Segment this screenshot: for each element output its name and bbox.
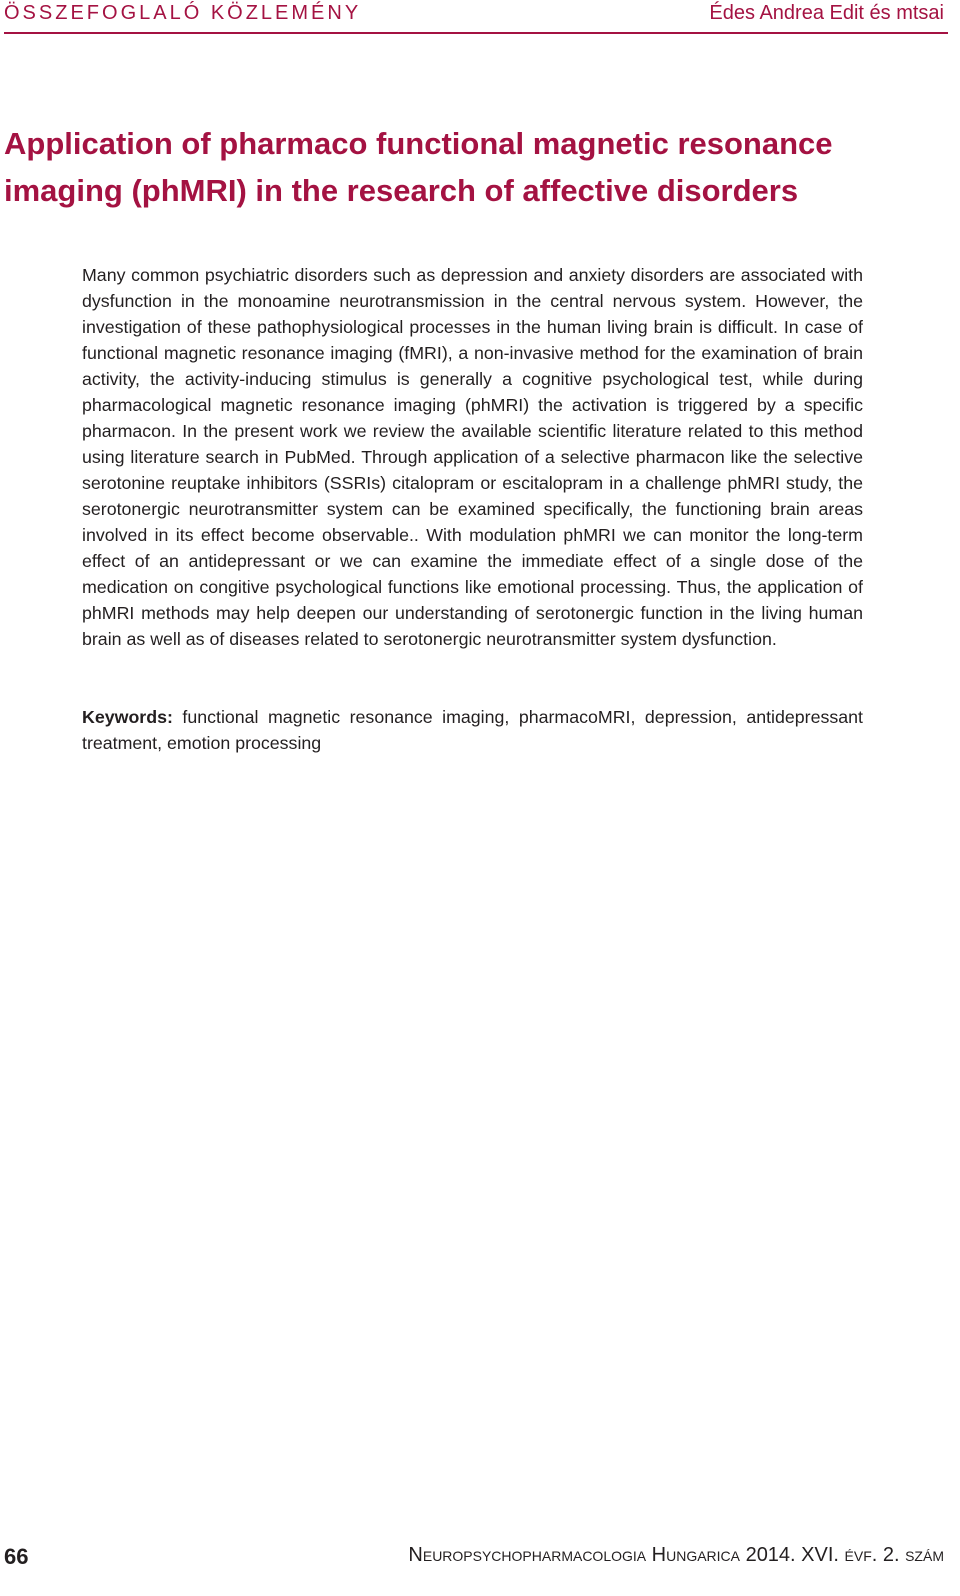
running-head (0, 0, 960, 36)
keywords-text: functional magnetic resonance imaging, pharmacoMRI, depression, antidepressant treatment, emotion processing (82, 707, 863, 753)
journal-citation: Neuropsychopharmacologia Hungarica 2014. XVI. évf. 2. szám (408, 1544, 944, 1566)
abstract (82, 262, 863, 652)
header-rule (4, 32, 948, 34)
section-label: ÖSSZEFOGLALÓ KÖZLEMÉNY (4, 2, 362, 24)
keywords-label: Keywords: (82, 707, 173, 727)
keywords (82, 704, 863, 756)
article-title: Application of pharmaco functional magnetic resonance imaging (phMRI) in the research of affective disorders (4, 126, 833, 208)
abstract-text: Many common psychiatric disorders such as depression and anxiety disorders are associated with dysfunction in the monoamine neurotransmission in the central nervous system. However, the investigation of these pathophysiological processes in the human living brain is difficult. In case of functional magnetic resonance imaging (fMRI), a non-invasive method for the examination of brain activity, the activity-inducing stimulus is generally a cognitive psychological test, while during pharmacological magnetic resonance imaging (phMRI) the activation is triggered by a specific pharmacon. In the present work we review the available scientific literature related to this method using literature search in PubMed. Through application of a selective pharmacon like the selective serotonine reuptake inhibitors (SSRIs) citalopram or escitalopram in a challenge phMRI study, the serotonergic neurotransmitter system can be examined specifically, the functioning brain areas involved in its effect become observable.. With modulation phMRI we can monitor the long-term effect of an antidepressant or we can examine the immediate effect of a single dose of the medication on congitive psychological functions like emotional processing. Thus, the application of phMRI methods may help deepen our understanding of serotonergic function in the living human brain as well as of diseases related to serotonergic neurotransmitter system dysfunction. (82, 265, 863, 649)
running-head-authors: Édes Andrea Edit és mtsai (709, 2, 944, 24)
page-number: 66 (4, 1544, 29, 1569)
page-footer (0, 1540, 960, 1580)
